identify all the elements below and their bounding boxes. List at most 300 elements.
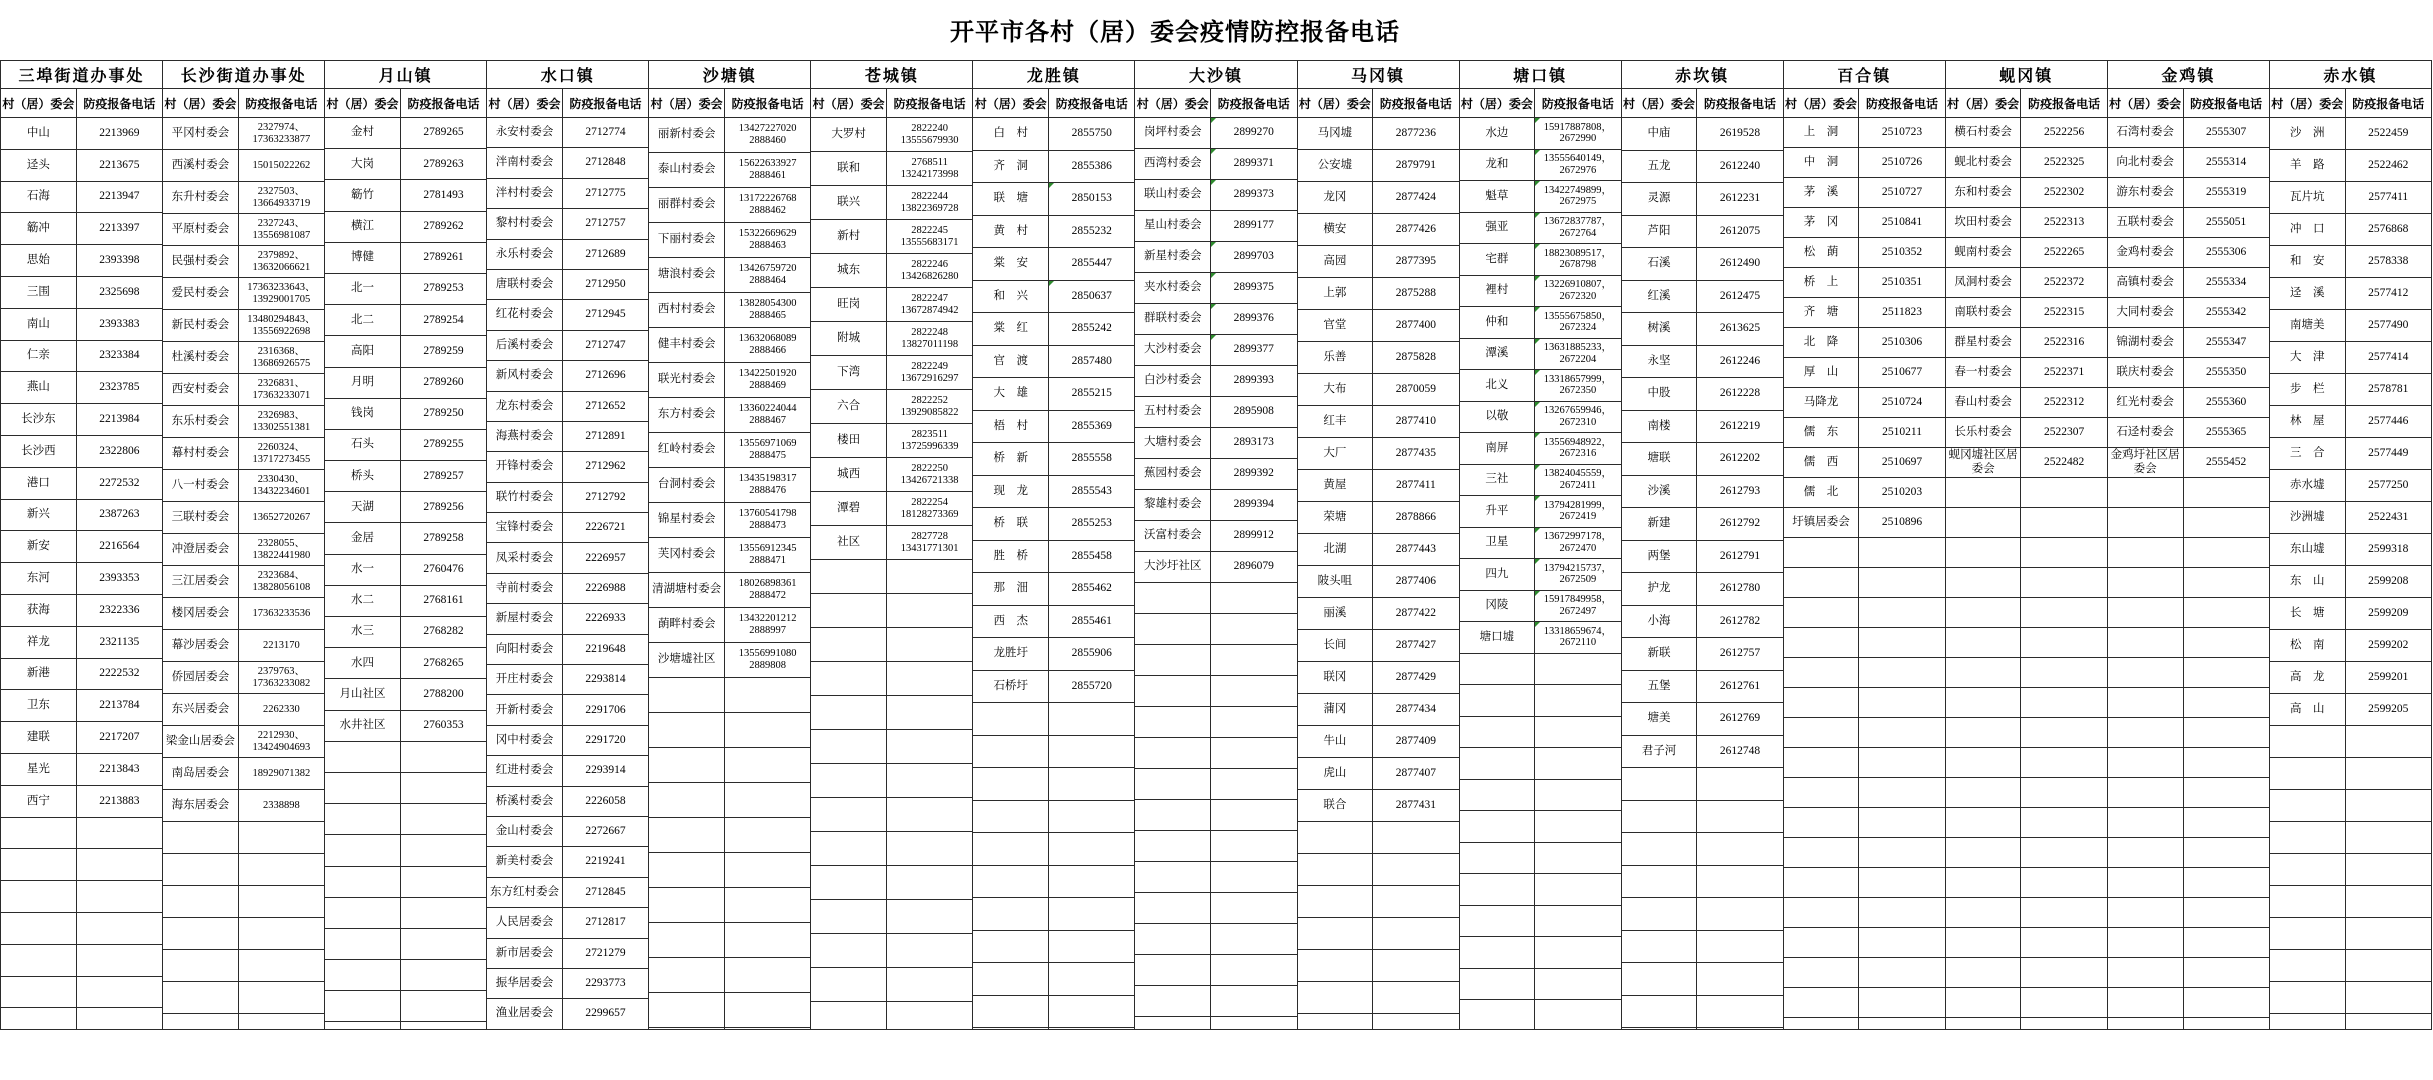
phone-cell: 2522302 xyxy=(2043,185,2085,198)
village-cell: 水四 xyxy=(325,648,401,678)
table-row xyxy=(1946,898,2107,928)
phone-cell xyxy=(1049,801,1134,833)
village-cell xyxy=(2270,886,2346,917)
village-cell: 小海 xyxy=(1622,606,1698,638)
table-row xyxy=(1946,568,2107,598)
phone-cell: 2855906 xyxy=(1071,647,1112,660)
phone-cell: 13432201212 2888997 xyxy=(738,613,797,636)
table-row xyxy=(1135,893,1296,924)
table-row xyxy=(325,960,486,991)
phone-cell xyxy=(1859,688,1944,717)
phone-cell xyxy=(1535,906,1620,937)
village-cell xyxy=(325,898,401,928)
table-row xyxy=(1298,982,1459,1014)
village-cell xyxy=(1784,1018,1860,1029)
table-row xyxy=(1135,676,1296,707)
phone-cell: 2789265 xyxy=(423,126,464,139)
phone-cell xyxy=(1697,996,1782,1028)
phone-cell xyxy=(77,913,162,944)
town-name: 长沙街道办事处 xyxy=(163,61,324,89)
phone-cell xyxy=(887,730,972,763)
village-cell: 东和村委会 xyxy=(1946,178,2022,207)
table-row xyxy=(973,996,1134,1029)
table-row xyxy=(1,849,162,881)
village-header: 村（居）委会 xyxy=(649,89,725,117)
table-row xyxy=(325,804,486,835)
phone-cell xyxy=(2184,658,2269,687)
phone-cell: 2712775 xyxy=(585,186,626,199)
phone-cell: 2855386 xyxy=(1071,159,1112,172)
table-row xyxy=(649,328,810,363)
column-headers xyxy=(1298,89,1459,118)
village-cell xyxy=(973,768,1049,800)
village-cell xyxy=(2108,958,2184,987)
phone-cell xyxy=(725,748,810,782)
table-row xyxy=(1,436,162,468)
table-row xyxy=(1622,801,1783,834)
village-cell: 儒 西 xyxy=(1784,448,1860,477)
table-row xyxy=(1298,630,1459,662)
table-row xyxy=(1298,118,1459,150)
table-row xyxy=(2270,598,2431,630)
phone-cell: 2822247 13672874942 xyxy=(900,292,959,316)
phone-cell: 13631885233， 2672204 xyxy=(1535,339,1620,370)
phone-cell: 2712848 xyxy=(585,156,626,169)
phone-cell xyxy=(2021,688,2106,717)
village-cell: 水三 xyxy=(325,617,401,647)
phone-cell: 2510677 xyxy=(1881,365,1923,378)
phone-cell: 2379892、 13632066621 xyxy=(252,249,311,273)
phone-cell: 2510351 xyxy=(1881,275,1923,288)
table-row xyxy=(325,555,486,586)
village-cell xyxy=(973,736,1049,768)
village-cell: 红丰 xyxy=(1298,406,1374,437)
table-row xyxy=(1622,183,1783,216)
village-cell xyxy=(1135,955,1211,985)
village-cell: 马降龙 xyxy=(1784,388,1860,417)
table-row xyxy=(1460,213,1621,245)
village-cell: 茅 冈 xyxy=(1784,208,1860,237)
village-cell: 蚬南村委会 xyxy=(1946,238,2022,267)
village-cell xyxy=(1622,768,1698,800)
table-row xyxy=(649,398,810,433)
village-cell: 蕉园村委会 xyxy=(1135,459,1211,489)
table-row xyxy=(1460,843,1621,875)
table-row xyxy=(487,118,648,148)
phone-cell xyxy=(725,923,810,957)
village-cell: 新美村委会 xyxy=(487,847,563,876)
phone-cell xyxy=(1697,768,1782,800)
phone-cell: 2510306 xyxy=(1881,335,1923,348)
table-row xyxy=(1622,996,1783,1029)
village-cell xyxy=(649,713,725,747)
table-row xyxy=(973,476,1134,509)
phone-cell xyxy=(1049,996,1134,1028)
village-cell: 齐 洞 xyxy=(973,151,1049,183)
table-row xyxy=(811,968,972,1002)
table-row xyxy=(1,786,162,818)
table-row xyxy=(2270,406,2431,438)
phone-cell: 2789259 xyxy=(423,344,464,357)
village-cell xyxy=(1784,568,1860,597)
table-row xyxy=(1784,748,1945,778)
table-row xyxy=(2108,478,2269,508)
village-cell: 簕竹 xyxy=(325,180,401,210)
village-cell: 东方红村委会 xyxy=(487,878,563,907)
table-row xyxy=(1298,438,1459,470)
phone-cell: 2577412 xyxy=(2368,286,2409,299)
phone-cell: 2213883 xyxy=(99,794,140,807)
phone-cell: 2788200 xyxy=(423,687,464,700)
table-row xyxy=(2108,178,2269,208)
table-row xyxy=(1135,769,1296,800)
phone-cell xyxy=(2021,808,2106,837)
phone-cell: 13267659946， 2672310 xyxy=(1535,402,1620,433)
phone-cell: 2899392 xyxy=(1233,467,1274,480)
table-row xyxy=(1,595,162,627)
table-row xyxy=(2270,214,2431,246)
phone-cell xyxy=(2021,958,2106,987)
table-row xyxy=(649,923,810,958)
phone-cell xyxy=(1859,538,1944,567)
phone-cell: 2222532 xyxy=(99,667,140,680)
phone-cell: 2712845 xyxy=(585,885,626,898)
table-row xyxy=(1298,342,1459,374)
phone-cell: 2327974、 17363233877 xyxy=(252,121,311,145)
phone-cell xyxy=(401,960,486,990)
phone-cell: 2789253 xyxy=(423,282,464,295)
village-cell: 城西 xyxy=(811,458,887,491)
village-cell: 马冈墟 xyxy=(1298,118,1374,149)
table-row xyxy=(487,604,648,634)
phone-cell: 2612228 xyxy=(1719,387,1761,400)
phone-cell: 2877407 xyxy=(1395,766,1436,779)
table-row xyxy=(2108,538,2269,568)
phone-cell: 13426759720 2888464 xyxy=(738,263,797,286)
village-cell: 丽新村委会 xyxy=(649,118,725,152)
phone-cell xyxy=(887,628,972,661)
phone-cell xyxy=(725,993,810,1027)
village-cell xyxy=(1,977,77,1008)
table-row xyxy=(1298,278,1459,310)
phone-cell: 13556948922， 2672316 xyxy=(1535,433,1620,464)
village-cell: 健丰村委会 xyxy=(649,328,725,362)
table-row xyxy=(163,342,324,374)
village-cell xyxy=(2108,898,2184,927)
table-row xyxy=(811,526,972,560)
table-row xyxy=(1460,748,1621,780)
town-group-12 xyxy=(1784,61,1946,1029)
table-row xyxy=(487,452,648,482)
village-cell xyxy=(1298,982,1374,1013)
phone-cell: 15322669629 2888463 xyxy=(738,228,797,251)
table-row xyxy=(2108,838,2269,868)
table-row xyxy=(163,214,324,246)
table-row xyxy=(1784,598,1945,628)
village-cell xyxy=(2108,1018,2184,1029)
village-cell: 那 沺 xyxy=(973,573,1049,605)
table-row xyxy=(811,866,972,900)
table-row xyxy=(1298,470,1459,502)
village-cell: 塘口墟 xyxy=(1460,622,1536,653)
phone-cell: 18026898361 2888472 xyxy=(738,578,797,601)
village-cell xyxy=(2270,758,2346,789)
village-header: 村（居）委会 xyxy=(487,89,563,117)
village-cell: 建联 xyxy=(1,722,77,753)
phone-cell: 2226058 xyxy=(585,794,626,807)
table-row xyxy=(811,798,972,832)
town-name: 金鸡镇 xyxy=(2108,61,2269,89)
table-row xyxy=(811,730,972,764)
village-cell xyxy=(325,1022,401,1029)
table-row xyxy=(1298,246,1459,278)
village-cell xyxy=(1135,676,1211,706)
village-cell xyxy=(1784,538,1860,567)
village-header: 村（居）委会 xyxy=(2108,89,2184,117)
phone-cell: 2316368、 13686926575 xyxy=(252,345,311,369)
phone-cell: 2555051 xyxy=(2206,215,2247,228)
town-group-3 xyxy=(325,61,487,1029)
village-cell: 联冈 xyxy=(1298,662,1374,693)
table-row xyxy=(811,288,972,322)
table-row xyxy=(2270,758,2431,790)
phone-cell xyxy=(1211,676,1296,706)
phone-cell xyxy=(239,982,324,1013)
village-cell: 儒 东 xyxy=(1784,418,1860,447)
phone-cell: 2260324、 13717273455 xyxy=(252,441,311,465)
village-cell: 泮南村委会 xyxy=(487,148,563,177)
phone-cell: 2822249 13672916297 xyxy=(900,360,959,384)
phone-cell xyxy=(77,818,162,849)
village-cell xyxy=(649,958,725,992)
village-cell: 永乐村委会 xyxy=(487,240,563,269)
table-row xyxy=(1460,150,1621,182)
table-row xyxy=(325,1022,486,1029)
village-cell xyxy=(325,960,401,990)
phone-cell: 2899375 xyxy=(1211,273,1296,303)
table-row xyxy=(973,281,1134,314)
phone-cell: 2299657 xyxy=(585,1007,626,1020)
phone-cell: 2510352 xyxy=(1881,245,1923,258)
village-cell: 思始 xyxy=(1,245,77,276)
village-cell: 新屋村委会 xyxy=(487,604,563,633)
phone-cell xyxy=(1535,780,1620,811)
phone-cell: 2899270 xyxy=(1211,118,1296,148)
town-group-1 xyxy=(1,61,163,1029)
village-cell xyxy=(325,929,401,959)
village-cell: 春山村委会 xyxy=(1946,388,2022,417)
village-cell: 东河 xyxy=(1,563,77,594)
phone-cell xyxy=(1211,738,1296,768)
phone-cell: 2219648 xyxy=(585,642,626,655)
phone-cell: 2213947 xyxy=(99,190,140,203)
table-row xyxy=(2108,238,2269,268)
table-row xyxy=(325,492,486,523)
village-cell: 获海 xyxy=(1,595,77,626)
phone-cell: 13435198317 2888476 xyxy=(738,473,797,496)
phone-cell: 2855215 xyxy=(1071,387,1112,400)
table-row xyxy=(1135,862,1296,893)
table-row xyxy=(1298,150,1459,182)
village-cell: 黎雄村委会 xyxy=(1135,490,1211,520)
phone-cell xyxy=(1859,628,1944,657)
phone-cell xyxy=(1535,748,1620,779)
village-cell xyxy=(1784,688,1860,717)
phone-cell: 13422749899， 2672975 xyxy=(1535,181,1620,212)
table-row xyxy=(649,818,810,853)
village-cell: 五联村委会 xyxy=(2108,208,2184,237)
table-row xyxy=(325,274,486,305)
phone-header: 防疫报备电话 xyxy=(2190,96,2263,111)
village-cell xyxy=(163,982,239,1013)
table-row xyxy=(1622,508,1783,541)
phone-cell: 2555306 xyxy=(2206,245,2247,258)
table-row xyxy=(1135,490,1296,521)
table-row xyxy=(2270,790,2431,822)
table-row xyxy=(2270,662,2431,694)
table-row xyxy=(1,531,162,563)
table-row xyxy=(1784,298,1945,328)
phone-cell: 2213984 xyxy=(99,412,140,425)
village-cell: 桥头 xyxy=(325,461,401,491)
table-row xyxy=(1622,703,1783,736)
table-row xyxy=(1,722,162,754)
phone-cell xyxy=(1697,931,1782,963)
village-cell: 羊 路 xyxy=(2270,150,2346,181)
table-row xyxy=(163,246,324,278)
table-row xyxy=(973,703,1134,736)
phone-cell: 2899703 xyxy=(1211,242,1296,272)
phone-cell: 2522462 xyxy=(2368,158,2409,171)
village-header: 村（居）委会 xyxy=(811,89,887,117)
table-row xyxy=(973,346,1134,379)
village-cell: 社区 xyxy=(811,526,887,559)
phone-cell: 2213843 xyxy=(99,762,140,775)
phone-cell xyxy=(1049,866,1134,898)
table-row xyxy=(1622,313,1783,346)
table-row xyxy=(811,458,972,492)
table-row xyxy=(325,648,486,679)
table-row xyxy=(811,152,972,186)
table-row xyxy=(1784,808,1945,838)
table-row xyxy=(325,929,486,960)
village-cell xyxy=(1784,988,1860,1017)
village-cell: 簕冲 xyxy=(1,213,77,244)
table-row xyxy=(487,240,648,270)
phone-cell: 2712817 xyxy=(585,916,626,929)
town-group-14 xyxy=(2108,61,2270,1029)
phone-cell xyxy=(1535,685,1620,716)
phone-cell: 2522312 xyxy=(2043,395,2085,408)
phone-cell: 2768265 xyxy=(423,656,464,669)
table-row xyxy=(325,867,486,898)
village-cell: 六合 xyxy=(811,390,887,423)
phone-header: 防疫报备电话 xyxy=(1703,96,1776,111)
table-row xyxy=(1622,898,1783,931)
village-cell: 塘浪村委会 xyxy=(649,258,725,292)
village-cell: 海燕村委会 xyxy=(487,422,563,451)
village-cell: 东 山 xyxy=(2270,566,2346,597)
phone-header: 防疫报备电话 xyxy=(245,96,318,111)
phone-cell: 17363233536 xyxy=(252,607,311,619)
table-row xyxy=(973,833,1134,866)
table-row xyxy=(163,278,324,310)
table-row xyxy=(1460,685,1621,717)
town-group-4 xyxy=(487,61,649,1029)
village-cell xyxy=(1946,898,2022,927)
phone-cell: 2760353 xyxy=(423,719,464,732)
phone-cell: 2612219 xyxy=(1719,419,1761,432)
village-cell: 石头 xyxy=(325,430,401,460)
phone-cell: 13794215737， 2672509 xyxy=(1535,559,1620,590)
village-cell: 松 南 xyxy=(2270,630,2346,661)
village-header: 村（居）委会 xyxy=(1460,89,1536,117)
phone-cell: 2379763、 17363233082 xyxy=(252,665,311,689)
village-cell xyxy=(2270,854,2346,885)
village-cell: 长间 xyxy=(1298,630,1374,661)
table-row xyxy=(973,183,1134,216)
phone-cell: 2522325 xyxy=(2043,155,2085,168)
town-rows xyxy=(1135,118,1296,1029)
table-row xyxy=(163,1014,324,1029)
phone-cell: 2578781 xyxy=(2368,382,2409,395)
table-row xyxy=(2108,1018,2269,1029)
village-cell: 升平 xyxy=(1460,496,1536,527)
phone-cell xyxy=(2184,478,2269,507)
village-cell xyxy=(2108,568,2184,597)
table-row xyxy=(163,662,324,694)
table-row xyxy=(2108,658,2269,688)
phone-cell: 2855253 xyxy=(1071,517,1112,530)
table-row xyxy=(1784,478,1945,508)
village-cell xyxy=(1946,1018,2022,1029)
table-row xyxy=(325,991,486,1022)
village-cell xyxy=(649,888,725,922)
phone-cell: 2612202 xyxy=(1719,452,1761,465)
village-cell xyxy=(1784,748,1860,777)
phone-cell xyxy=(1049,833,1134,865)
village-cell xyxy=(2270,982,2346,1013)
table-row xyxy=(1622,963,1783,996)
table-row xyxy=(1460,181,1621,213)
village-cell: 丽群村委会 xyxy=(649,188,725,222)
town-name: 赤水镇 xyxy=(2270,61,2431,89)
village-cell: 大岗 xyxy=(325,149,401,179)
table-row xyxy=(1946,118,2107,148)
phone-cell xyxy=(2184,508,2269,537)
village-cell: 灵源 xyxy=(1622,183,1698,215)
village-cell: 荣塘 xyxy=(1298,502,1374,533)
village-cell: 春一村委会 xyxy=(1946,358,2022,387)
village-cell xyxy=(811,662,887,695)
village-cell: 祥龙 xyxy=(1,627,77,658)
phone-cell xyxy=(887,1002,972,1029)
village-cell: 以敬 xyxy=(1460,402,1536,433)
table-row xyxy=(649,713,810,748)
phone-cell: 2789258 xyxy=(423,531,464,544)
village-cell: 大沙圩社区 xyxy=(1135,552,1211,582)
table-row xyxy=(1946,478,2107,508)
table-row xyxy=(487,179,648,209)
table-row xyxy=(2270,726,2431,758)
village-cell xyxy=(1784,658,1860,687)
town-rows xyxy=(2108,118,2269,1029)
phone-cell: 2522431 xyxy=(2368,510,2409,523)
village-cell: 南塘美 xyxy=(2270,310,2346,341)
phone-cell: 2510724 xyxy=(1881,395,1923,408)
table-row xyxy=(2108,328,2269,358)
village-cell xyxy=(2108,658,2184,687)
